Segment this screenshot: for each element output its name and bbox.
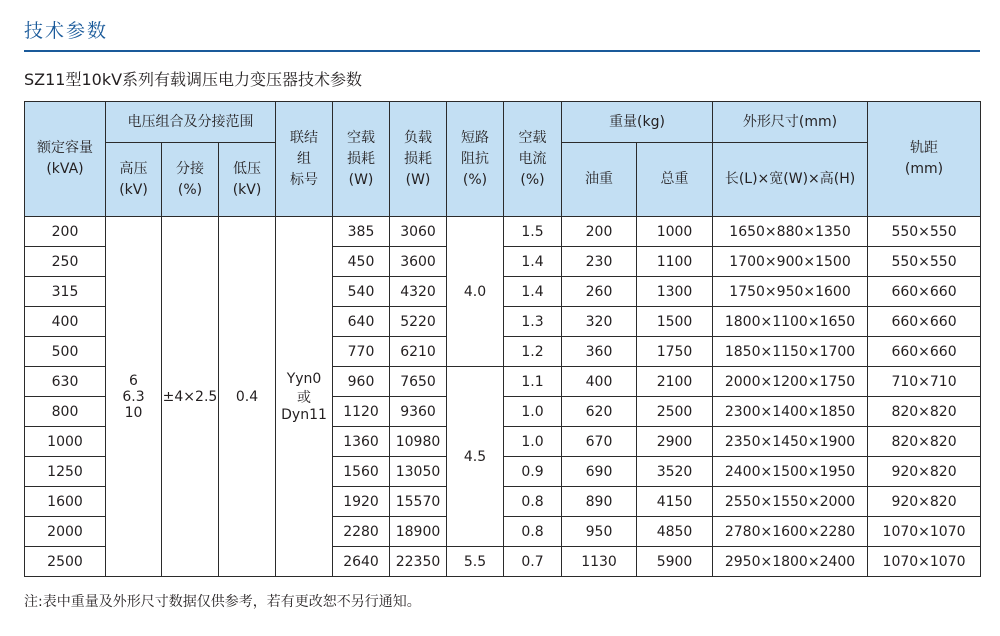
cell-total-weight: 5900 — [637, 547, 713, 577]
cell-dimension: 1700×900×1500 — [713, 247, 868, 277]
cell-lv: 0.4 — [219, 217, 276, 577]
cell-load-loss: 6210 — [390, 337, 447, 367]
cell-gauge: 660×660 — [868, 307, 981, 337]
header-total-weight: 总重 — [637, 143, 713, 217]
header-weight-group: 重量(kg) — [562, 102, 713, 143]
cell-no-load-loss: 385 — [333, 217, 390, 247]
cell-oil-weight: 620 — [562, 397, 637, 427]
cell-total-weight: 1750 — [637, 337, 713, 367]
footnote: 注:表中重量及外形尺寸数据仅供参考，若有更改恕不另行通知。 — [24, 594, 421, 610]
cell-impedance: 4.0 — [447, 217, 504, 367]
cell-no-load-current: 1.4 — [504, 277, 562, 307]
cell-gauge: 550×550 — [868, 217, 981, 247]
header-dimension-sub: 长(L)×宽(W)×高(H) — [713, 143, 868, 217]
table-body — [25, 217, 981, 577]
cell-oil-weight: 690 — [562, 457, 637, 487]
cell-dimension: 2300×1400×1850 — [713, 397, 868, 427]
cell-gauge: 920×820 — [868, 487, 981, 517]
cell-oil-weight: 200 — [562, 217, 637, 247]
cell-no-load-current: 1.1 — [504, 367, 562, 397]
cell-gauge: 920×820 — [868, 457, 981, 487]
cell-dimension: 1650×880×1350 — [713, 217, 868, 247]
header-voltage-group: 电压组合及分接范围 — [106, 102, 276, 143]
section-title: 技术参数 — [24, 20, 109, 42]
cell-total-weight: 1500 — [637, 307, 713, 337]
cell-total-weight: 2500 — [637, 397, 713, 427]
cell-load-loss: 9360 — [390, 397, 447, 427]
cell-load-loss: 5220 — [390, 307, 447, 337]
cell-total-weight: 2900 — [637, 427, 713, 457]
cell-no-load-loss: 540 — [333, 277, 390, 307]
cell-load-loss: 7650 — [390, 367, 447, 397]
cell-dimension: 2000×1200×1750 — [713, 367, 868, 397]
table-header-row-1 — [25, 102, 981, 143]
header-hv: 高压 (kV) — [106, 143, 162, 217]
cell-no-load-current: 1.2 — [504, 337, 562, 367]
cell-no-load-current: 1.0 — [504, 397, 562, 427]
cell-load-loss: 15570 — [390, 487, 447, 517]
title-divider — [24, 50, 980, 52]
cell-gauge: 710×710 — [868, 367, 981, 397]
cell-load-loss: 22350 — [390, 547, 447, 577]
cell-oil-weight: 400 — [562, 367, 637, 397]
cell-oil-weight: 360 — [562, 337, 637, 367]
cell-no-load-current: 0.9 — [504, 457, 562, 487]
cell-total-weight: 3520 — [637, 457, 713, 487]
cell-dimension: 2400×1500×1950 — [713, 457, 868, 487]
cell-connection: Yyn0 或 Dyn11 — [276, 217, 333, 577]
cell-gauge: 660×660 — [868, 277, 981, 307]
cell-load-loss: 4320 — [390, 277, 447, 307]
cell-oil-weight: 1130 — [562, 547, 637, 577]
cell-total-weight: 4150 — [637, 487, 713, 517]
cell-oil-weight: 670 — [562, 427, 637, 457]
cell-oil-weight: 230 — [562, 247, 637, 277]
header-load-loss: 负载 损耗 (W) — [390, 102, 447, 217]
cell-impedance: 5.5 — [447, 547, 504, 577]
spec-table — [24, 101, 981, 577]
cell-hv: 6 6.3 10 — [106, 217, 162, 577]
cell-dimension: 2780×1600×2280 — [713, 517, 868, 547]
cell-total-weight: 1000 — [637, 217, 713, 247]
cell-capacity: 1600 — [25, 487, 106, 517]
cell-load-loss: 10980 — [390, 427, 447, 457]
cell-gauge: 1070×1070 — [868, 517, 981, 547]
cell-gauge: 550×550 — [868, 247, 981, 277]
cell-capacity: 400 — [25, 307, 106, 337]
header-gauge: 轨距 (mm) — [868, 102, 981, 217]
cell-capacity: 2000 — [25, 517, 106, 547]
cell-dimension: 1850×1150×1700 — [713, 337, 868, 367]
cell-capacity: 200 — [25, 217, 106, 247]
cell-no-load-loss: 1120 — [333, 397, 390, 427]
cell-oil-weight: 320 — [562, 307, 637, 337]
cell-capacity: 2500 — [25, 547, 106, 577]
cell-no-load-current: 1.3 — [504, 307, 562, 337]
table-title: SZ11型10kV系列有载调压电力变压器技术参数 — [24, 70, 363, 89]
cell-oil-weight: 890 — [562, 487, 637, 517]
cell-load-loss: 3600 — [390, 247, 447, 277]
cell-no-load-loss: 1920 — [333, 487, 390, 517]
cell-dimension: 1750×950×1600 — [713, 277, 868, 307]
header-impedance: 短路 阻抗 (%) — [447, 102, 504, 217]
cell-oil-weight: 950 — [562, 517, 637, 547]
cell-total-weight: 2100 — [637, 367, 713, 397]
table-row — [25, 217, 981, 247]
cell-gauge: 1070×1070 — [868, 547, 981, 577]
header-oil-weight: 油重 — [562, 143, 637, 217]
cell-load-loss: 13050 — [390, 457, 447, 487]
header-no-load-current: 空载 电流 (%) — [504, 102, 562, 217]
cell-no-load-current: 1.0 — [504, 427, 562, 457]
cell-dimension: 2550×1550×2000 — [713, 487, 868, 517]
header-capacity: 额定容量 (kVA) — [25, 102, 106, 217]
header-connection: 联结 组 标号 — [276, 102, 333, 217]
cell-oil-weight: 260 — [562, 277, 637, 307]
header-lv: 低压 (kV) — [219, 143, 276, 217]
cell-no-load-loss: 1560 — [333, 457, 390, 487]
cell-no-load-current: 0.8 — [504, 487, 562, 517]
cell-total-weight: 4850 — [637, 517, 713, 547]
cell-total-weight: 1100 — [637, 247, 713, 277]
header-tap: 分接 (%) — [162, 143, 219, 217]
header-dimension-group: 外形尺寸(mm) — [713, 102, 868, 143]
cell-no-load-current: 1.4 — [504, 247, 562, 277]
cell-impedance: 4.5 — [447, 367, 504, 547]
cell-no-load-current: 0.8 — [504, 517, 562, 547]
cell-no-load-loss: 960 — [333, 367, 390, 397]
cell-capacity: 800 — [25, 397, 106, 427]
cell-gauge: 660×660 — [868, 337, 981, 367]
cell-no-load-loss: 450 — [333, 247, 390, 277]
cell-capacity: 1250 — [25, 457, 106, 487]
cell-dimension: 1800×1100×1650 — [713, 307, 868, 337]
cell-dimension: 2950×1800×2400 — [713, 547, 868, 577]
cell-total-weight: 1300 — [637, 277, 713, 307]
cell-no-load-loss: 2640 — [333, 547, 390, 577]
cell-no-load-loss: 770 — [333, 337, 390, 367]
cell-gauge: 820×820 — [868, 397, 981, 427]
cell-no-load-current: 0.7 — [504, 547, 562, 577]
cell-capacity: 315 — [25, 277, 106, 307]
cell-capacity: 1000 — [25, 427, 106, 457]
cell-no-load-loss: 640 — [333, 307, 390, 337]
cell-capacity: 500 — [25, 337, 106, 367]
cell-dimension: 2350×1450×1900 — [713, 427, 868, 457]
header-no-load-loss: 空载 损耗 (W) — [333, 102, 390, 217]
cell-no-load-loss: 1360 — [333, 427, 390, 457]
cell-load-loss: 3060 — [390, 217, 447, 247]
cell-no-load-current: 1.5 — [504, 217, 562, 247]
cell-gauge: 820×820 — [868, 427, 981, 457]
cell-capacity: 630 — [25, 367, 106, 397]
cell-tap: ±4×2.5 — [162, 217, 219, 577]
cell-no-load-loss: 2280 — [333, 517, 390, 547]
cell-capacity: 250 — [25, 247, 106, 277]
cell-load-loss: 18900 — [390, 517, 447, 547]
